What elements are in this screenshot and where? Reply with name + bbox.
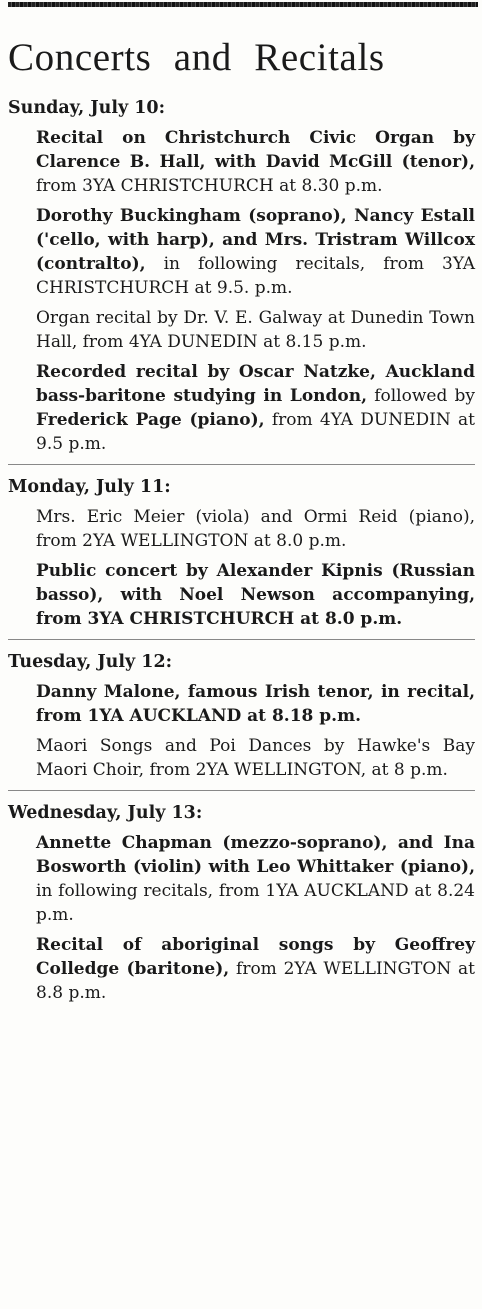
listing-entry: Public concert by Alexander Kipnis (Russian basso), with Noel Newson accompanying, from 3YA CHRISTCHURCH at 8.0 p.m. bbox=[36, 561, 475, 629]
listing-entry: Danny Malone, famous Irish tenor, in recital, from 1YA AUCKLAND at 8.18 p.m. bbox=[36, 682, 475, 726]
listing-entry: Dorothy Buckingham (soprano), Nancy Estall ('cello, with harp), and Mrs. Tristram Willcox (contralto), in following recitals, from 3YA CHRISTCHURCH at 9.5. p.m. bbox=[36, 206, 475, 298]
page-title: Concerts and Recitals bbox=[8, 36, 385, 79]
listings bbox=[8, 96, 475, 1005]
day-heading: Sunday, July 10: bbox=[8, 98, 166, 118]
listing-entry: Recital of aboriginal songs by Geoffrey Colledge (baritone), from 2YA WELLINGTON at 8.8 p.m. bbox=[36, 935, 475, 1003]
listing-entry: Maori Songs and Poi Dances by Hawke's Bay Maori Choir, from 2YA WELLINGTON, at 8 p.m. bbox=[36, 736, 475, 780]
listing-entry: Annette Chapman (mezzo-soprano), and Ina Bosworth (violin) with Leo Whittaker (piano), in following recitals, from 1YA AUCKLAND at 8.24 p.m. bbox=[36, 833, 475, 925]
divider bbox=[8, 790, 475, 791]
listing-entry: Recorded recital by Oscar Natzke, Auckland bass-baritone studying in London, followed by Frederick Page (piano), from 4YA DUNEDIN at 9.5 p.m. bbox=[36, 362, 475, 454]
top-rule bbox=[8, 2, 478, 7]
divider bbox=[8, 639, 475, 640]
day-heading: Tuesday, July 12: bbox=[8, 652, 173, 672]
day-section-tuesday bbox=[8, 650, 475, 782]
listing-entry: Mrs. Eric Meier (viola) and Ormi Reid (piano), from 2YA WELLINGTON at 8.0 p.m. bbox=[36, 507, 475, 551]
day-section-sunday bbox=[8, 96, 475, 456]
listing-entry: Organ recital by Dr. V. E. Galway at Dunedin Town Hall, from 4YA DUNEDIN at 8.15 p.m. bbox=[36, 308, 475, 352]
divider bbox=[8, 464, 475, 465]
day-heading: Monday, July 11: bbox=[8, 477, 171, 497]
day-heading: Wednesday, July 13: bbox=[8, 803, 203, 823]
day-section-wednesday bbox=[8, 801, 475, 1005]
day-section-monday bbox=[8, 475, 475, 631]
listing-entry: Recital on Christchurch Civic Organ by Clarence B. Hall, with David McGill (tenor), from 3YA CHRISTCHURCH at 8.30 p.m. bbox=[36, 128, 475, 196]
